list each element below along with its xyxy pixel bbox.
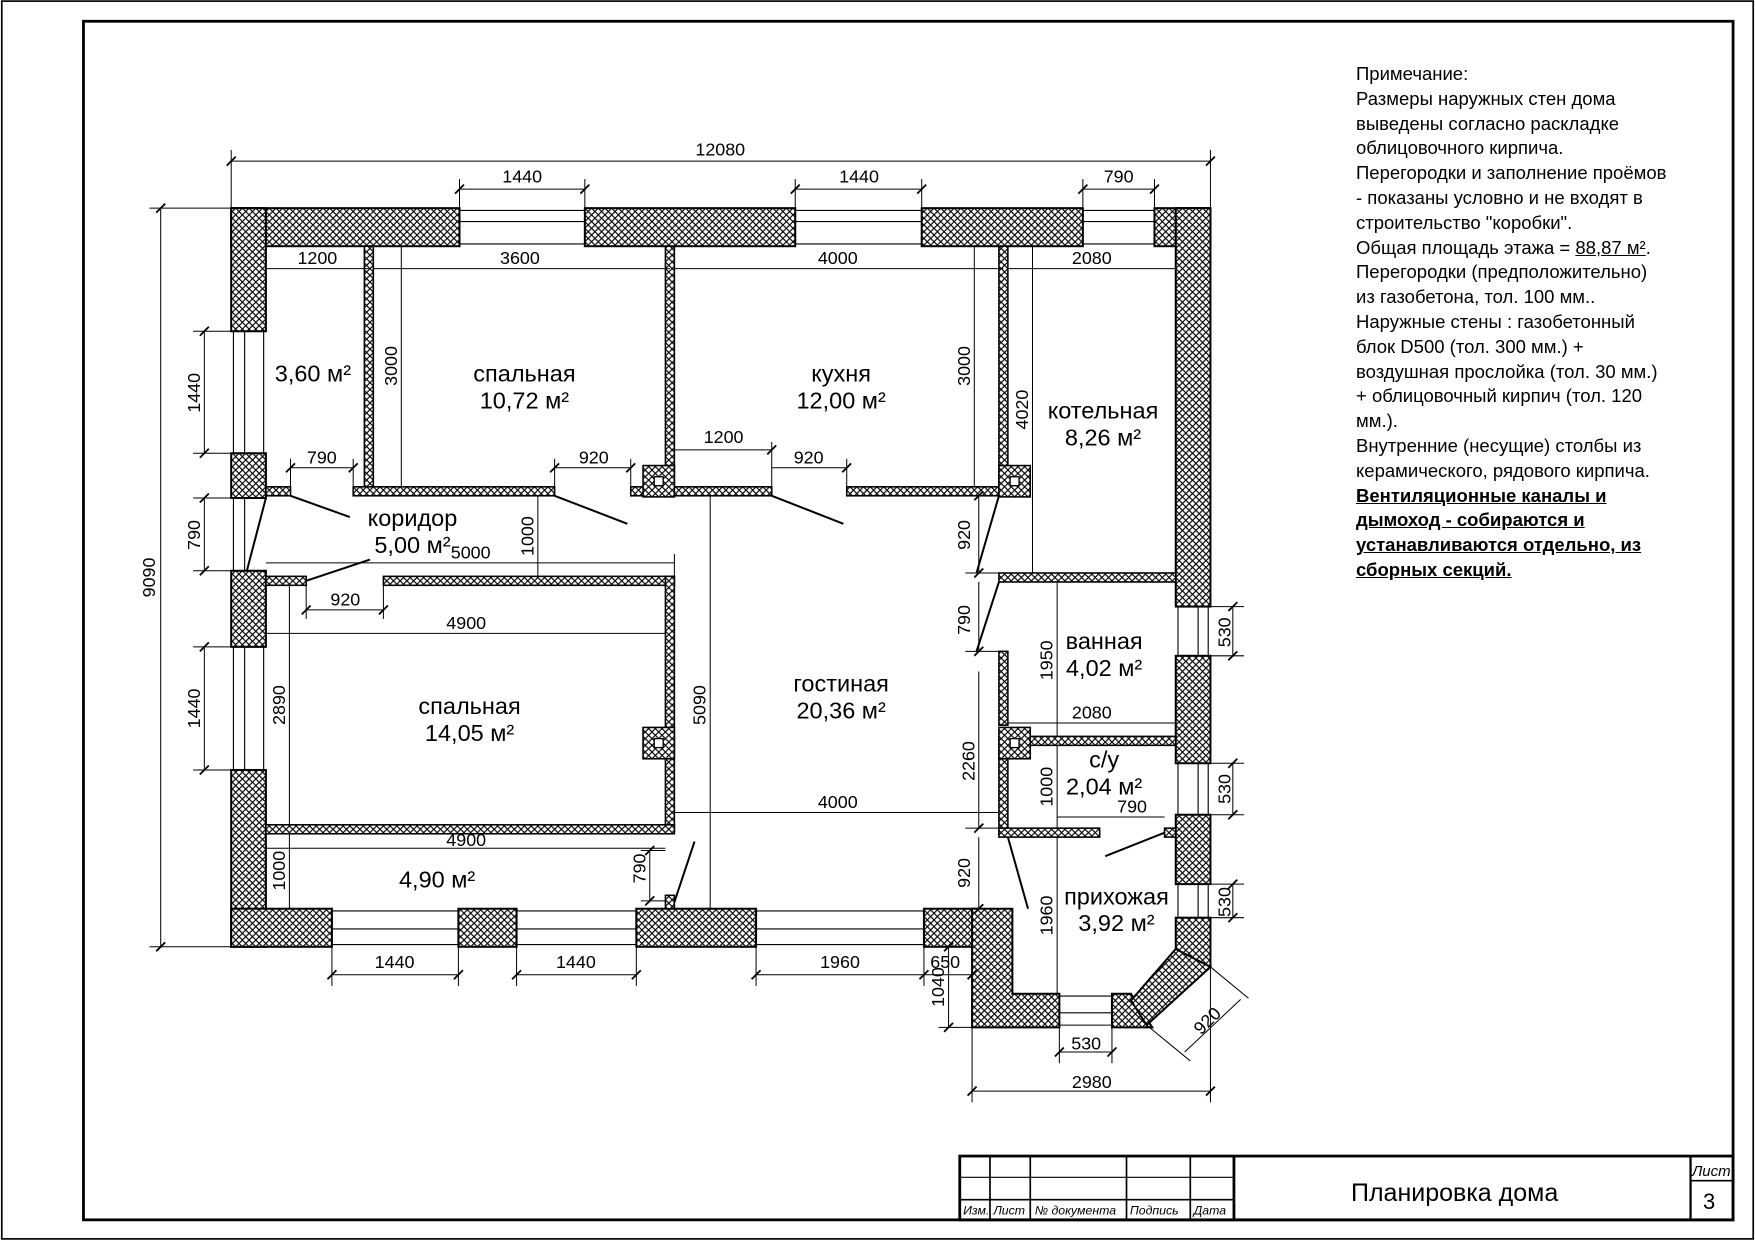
dim-920-right-2: 920	[953, 857, 974, 888]
note-line: выведены согласно раскладке	[1356, 112, 1620, 134]
room-hall-name: прихожая	[1064, 883, 1169, 910]
dim-4900-top: 4900	[446, 612, 487, 633]
dim-1000-corridor: 1000	[517, 516, 538, 556]
dim-left-window-2: 790	[183, 520, 204, 550]
dim-1000-bottom: 1000	[268, 850, 289, 891]
note-line: Наружные стены : газобетонный	[1356, 310, 1635, 332]
dim-4020: 4020	[1012, 389, 1033, 430]
partitions	[266, 246, 1176, 909]
dim-bottom-window-1: 1440	[374, 952, 415, 973]
dim-right-window-1: 530	[1214, 617, 1235, 648]
room-boiler-area: 8,26 м²	[1064, 424, 1142, 451]
dim-790-right: 790	[953, 605, 974, 635]
sheet-label: Лист	[1692, 1163, 1731, 1180]
dim-bottom-650: 650	[930, 952, 961, 973]
note-total-area	[1356, 236, 1701, 261]
room-living-name: гостиная	[793, 670, 889, 697]
note-line: Примечание:	[1356, 63, 1469, 84]
col-date: Дата	[1193, 1203, 1227, 1218]
note-line: облицовочного кирпича.	[1356, 137, 1564, 159]
dim-2890: 2890	[268, 685, 289, 725]
note-line: мм.).	[1356, 410, 1398, 432]
dim-1950: 1950	[1036, 640, 1057, 681]
dim-room-width-4: 2080	[1071, 248, 1112, 269]
dim-3000-right: 3000	[953, 346, 974, 386]
room-bedroom1-name: спальная	[473, 360, 576, 387]
note-line: Перегородки (предположительно)	[1356, 261, 1648, 283]
dimension-lines	[150, 150, 1249, 1102]
dim-door-1: 790	[306, 447, 337, 468]
sheet-title: Планировка дома	[1351, 1179, 1559, 1207]
dim-room-width-2: 3600	[500, 248, 540, 269]
room-bedroom2-area: 14,05 м²	[424, 719, 515, 746]
dim-1200: 1200	[703, 427, 744, 448]
dim-left-window-1: 1440	[183, 372, 204, 413]
dim-top-window-3: 790	[1103, 166, 1134, 187]
dim-room-width-3: 4000	[817, 248, 858, 269]
dimension-ticks	[156, 157, 1237, 1096]
room-corridor-name: коридор	[367, 504, 458, 531]
note-area-value: 88,87 м²	[1575, 236, 1646, 258]
note-area-suffix: .	[1645, 236, 1651, 258]
note-line: блок D500 (тол. 300 мм.) +	[1356, 335, 1584, 357]
dim-2080-bath: 2080	[1071, 702, 1112, 723]
dim-porch-1040: 1040	[928, 967, 949, 1007]
note-line: воздушная прослойка (тол. 30 мм.)	[1356, 360, 1658, 382]
col-doc: № документа	[1034, 1203, 1117, 1218]
dim-door-wc: 790	[1117, 796, 1148, 817]
note-bold-line: Вентиляционные каналы и	[1356, 484, 1607, 506]
room-bedroom1-area: 10,72 м²	[479, 387, 570, 414]
room-corridor-area: 5,00 м²	[374, 531, 451, 558]
room-kitchen-name: кухня	[811, 360, 872, 387]
room-hall-area: 3,92 м²	[1078, 910, 1155, 937]
dim-porch-width: 2980	[1071, 1071, 1112, 1092]
note-line: из газобетона, тол. 100 мм..	[1356, 286, 1596, 308]
room-bathroom-area: 4,02 м²	[1065, 654, 1143, 681]
room-living-area: 20,36 м²	[796, 697, 886, 724]
dim-5000: 5000	[450, 542, 491, 563]
dim-porch-diagonal: 920	[1189, 1003, 1225, 1039]
room-bedroom2-name: спальная	[418, 693, 521, 720]
col-list: Лист	[993, 1203, 1026, 1218]
dim-overall-height: 9090	[139, 557, 160, 598]
col-izm: Изм.	[963, 1203, 990, 1218]
dim-room-width-1: 1200	[297, 248, 338, 269]
dim-1960: 1960	[1036, 895, 1057, 936]
dim-5090: 5090	[689, 685, 710, 725]
dim-right-window-2: 530	[1214, 774, 1235, 804]
room-kitchen-area: 12,00 м²	[796, 387, 886, 414]
dim-top-window-2: 1440	[839, 166, 879, 187]
dim-4000-living: 4000	[817, 792, 858, 813]
dim-920-right-1: 920	[953, 520, 974, 550]
note-line: керамического, рядового кирпича.	[1356, 459, 1650, 481]
dim-2260: 2260	[958, 741, 979, 781]
windows	[233, 210, 1208, 1025]
room-wc-name: с/у	[1089, 746, 1120, 773]
col-sign: Подпись	[1129, 1203, 1179, 1218]
dim-door-3: 920	[793, 447, 824, 468]
note-bold-line: дымоход - собираются и	[1356, 509, 1585, 531]
dimension-labels	[297, 140, 1147, 1092]
note-line: Перегородки и заполнение проёмов	[1356, 162, 1667, 184]
dim-790-bottom: 790	[629, 853, 650, 884]
dim-bottom-window-2: 1440	[555, 952, 596, 973]
note-bold-line: устанавливаются отдельно, из	[1356, 534, 1642, 556]
note-line: - показаны условно и не входят в	[1356, 186, 1643, 208]
dim-bottom-window-3: 1960	[820, 952, 860, 973]
dim-3000-left: 3000	[380, 346, 401, 386]
note-line: + облицовочный кирпич (тол. 120	[1356, 385, 1643, 407]
dim-door-4: 920	[330, 589, 361, 610]
dim-right-window-3: 530	[1214, 887, 1235, 917]
note-line: строительство "коробки".	[1356, 211, 1573, 233]
dim-door-2: 920	[578, 447, 609, 468]
dim-4900-bottom: 4900	[446, 830, 487, 851]
room-small-area: 4,90 м²	[398, 866, 476, 893]
dim-porch-window: 530	[1071, 1033, 1102, 1054]
dim-1000-wc: 1000	[1036, 766, 1057, 807]
room-wc-area: 2,04 м²	[1065, 773, 1143, 800]
note-bold-line: сборных секций.	[1356, 558, 1512, 580]
room-storage-area: 3,60 м²	[274, 360, 352, 387]
dim-overall-width: 12080	[695, 139, 746, 160]
dim-top-window-1: 1440	[502, 166, 543, 187]
room-boiler-name: котельная	[1047, 397, 1159, 424]
note-area-prefix: Общая площадь этажа =	[1356, 236, 1576, 258]
room-bathroom-name: ванная	[1065, 628, 1143, 655]
note-line: Размеры наружных стен дома	[1356, 87, 1616, 109]
note-line: Внутренние (несущие) столбы из	[1356, 434, 1642, 456]
sheet-number: 3	[1703, 1189, 1716, 1214]
dim-left-window-3: 1440	[183, 688, 204, 729]
notes-block	[1356, 62, 1701, 583]
